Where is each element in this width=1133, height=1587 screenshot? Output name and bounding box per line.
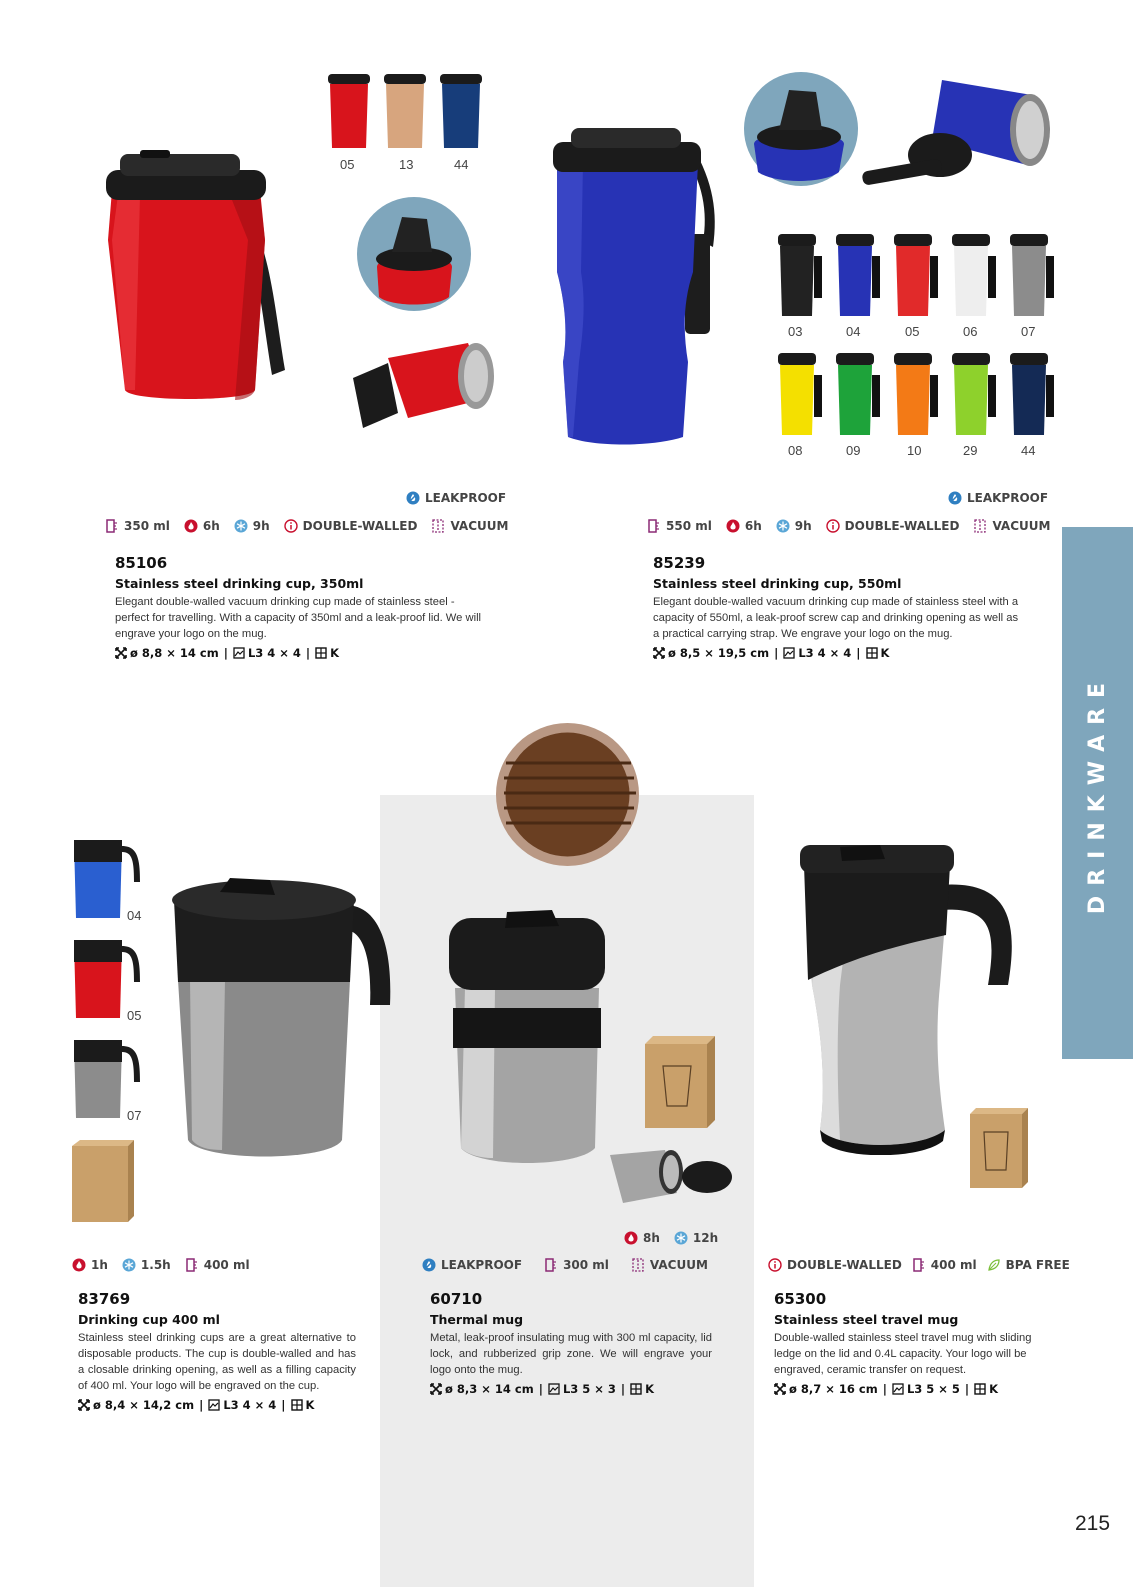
capacity-icon bbox=[544, 1258, 558, 1272]
hot-icon bbox=[72, 1258, 86, 1272]
print-icon bbox=[233, 647, 245, 659]
color-variants-85106 bbox=[326, 72, 486, 154]
leakproof-icon bbox=[406, 491, 420, 505]
feature-leakproof: LEAKPROOF bbox=[948, 491, 1048, 505]
product-info-65300 bbox=[774, 1290, 1060, 1396]
cold-icon bbox=[674, 1231, 688, 1245]
product-description: Elegant double-walled vacuum drinking cup made of stainless steel with a capacity of 550ml, a leak-proof screw cap and drinking opening as well as a practical carrying strap. We engrave your logo on the mug. bbox=[653, 596, 1019, 640]
product-image-85239 bbox=[553, 122, 733, 447]
wood-lid-detail-image bbox=[496, 723, 639, 866]
color-code: 07 bbox=[1021, 324, 1036, 339]
cold-icon bbox=[234, 519, 248, 533]
product-specs: ø 8,4 × 14,2 cm | L3 4 × 4 | K bbox=[78, 1398, 356, 1412]
print-icon bbox=[783, 647, 795, 659]
box-icon bbox=[866, 647, 878, 659]
color-code: 03 bbox=[788, 324, 803, 339]
box-icon bbox=[291, 1399, 303, 1411]
section-sidebar bbox=[1062, 527, 1133, 1059]
color-code: 44 bbox=[454, 157, 469, 172]
color-code: 04 bbox=[846, 324, 861, 339]
feature-row: 550 ml 6h 9h DOUBLE-WALLED VACUUM bbox=[647, 519, 1050, 533]
color-code: 06 bbox=[963, 324, 978, 339]
product-code: 85106 bbox=[115, 554, 168, 572]
product-specs: ø 8,7 × 16 cm | L3 5 × 5 | K bbox=[774, 1382, 1060, 1396]
detail-lid-image bbox=[357, 197, 471, 311]
product-info-85106 bbox=[115, 554, 483, 660]
feature-row: LEAKPROOF 300 ml VACUUM bbox=[422, 1258, 708, 1272]
cold-icon bbox=[122, 1258, 136, 1272]
color-variants-83769 bbox=[72, 838, 144, 1123]
product-title: Thermal mug bbox=[430, 1312, 524, 1327]
color-code: 07 bbox=[127, 1108, 142, 1123]
leakproof-icon bbox=[422, 1258, 436, 1272]
size-icon bbox=[653, 647, 665, 659]
size-icon bbox=[115, 647, 127, 659]
color-code: 09 bbox=[846, 443, 861, 458]
size-icon bbox=[774, 1383, 786, 1395]
product-specs: ø 8,8 × 14 cm | L3 4 × 4 | K bbox=[115, 646, 483, 660]
color-code: 44 bbox=[1021, 443, 1036, 458]
leakproof-icon bbox=[948, 491, 962, 505]
product-image-83769 bbox=[170, 870, 395, 1170]
print-icon bbox=[548, 1383, 560, 1395]
product-title: Drinking cup 400 ml bbox=[78, 1312, 220, 1327]
hot-icon bbox=[726, 519, 740, 533]
open-cup-image bbox=[605, 1145, 735, 1207]
product-description: Stainless steel drinking cups are a great alternative to disposable products. The cup is double-walled and has a closable drinking opening, as well as a filling capacity of 400 ml. Your logo will be engraved on the cup. bbox=[78, 1332, 356, 1392]
feature-row: DOUBLE-WALLED 400 ml BPA FREE bbox=[768, 1258, 1070, 1272]
detail-lid-image bbox=[744, 72, 858, 186]
vacuum-icon bbox=[973, 519, 987, 533]
product-info-83769 bbox=[78, 1290, 356, 1412]
feature-leakproof: LEAKPROOF bbox=[406, 491, 506, 505]
product-title: Stainless steel drinking cup, 550ml bbox=[653, 576, 902, 591]
hot-icon bbox=[624, 1231, 638, 1245]
product-info-85239 bbox=[653, 554, 1021, 660]
product-code: 85239 bbox=[653, 554, 706, 572]
open-cup-image bbox=[862, 70, 1062, 200]
product-image-85106 bbox=[100, 150, 300, 410]
box-icon bbox=[974, 1383, 986, 1395]
info-icon bbox=[284, 519, 298, 533]
section-label: DRINKWARE bbox=[1085, 672, 1110, 914]
product-image-60710 bbox=[447, 908, 607, 1168]
color-variants-85239-row1 bbox=[776, 232, 1066, 320]
color-code: 13 bbox=[399, 157, 414, 172]
gift-box-image bbox=[970, 1108, 1028, 1188]
hot-icon bbox=[184, 519, 198, 533]
color-code: 05 bbox=[127, 1008, 142, 1023]
bpa-free-icon bbox=[987, 1258, 1001, 1272]
page-number: 215 bbox=[1075, 1512, 1111, 1535]
box-icon bbox=[315, 647, 327, 659]
product-code: 83769 bbox=[78, 1290, 131, 1308]
size-icon bbox=[78, 1399, 90, 1411]
product-code: 65300 bbox=[774, 1290, 827, 1308]
feature-row: 8h 12h bbox=[624, 1231, 718, 1245]
open-cup-image bbox=[348, 338, 498, 433]
print-icon bbox=[892, 1383, 904, 1395]
capacity-icon bbox=[647, 519, 661, 533]
product-code: 60710 bbox=[430, 1290, 483, 1308]
print-icon bbox=[208, 1399, 220, 1411]
product-info-60710 bbox=[430, 1290, 712, 1396]
capacity-icon bbox=[105, 519, 119, 533]
feature-row: 1h 1.5h 400 ml bbox=[72, 1258, 250, 1272]
product-specs: ø 8,5 × 19,5 cm | L3 4 × 4 | K bbox=[653, 646, 1021, 660]
color-code: 10 bbox=[907, 443, 922, 458]
info-icon bbox=[768, 1258, 782, 1272]
color-code: 05 bbox=[340, 157, 355, 172]
capacity-icon bbox=[912, 1258, 926, 1272]
size-icon bbox=[430, 1383, 442, 1395]
box-icon bbox=[630, 1383, 642, 1395]
product-specs: ø 8,3 × 14 cm | L3 5 × 3 | K bbox=[430, 1382, 712, 1396]
product-title: Stainless steel drinking cup, 350ml bbox=[115, 576, 364, 591]
product-description: Metal, leak-proof insulating mug with 300 ml capacity, lid lock, and rubberized grip zone. We will engrave your logo onto the mug. bbox=[430, 1332, 712, 1376]
info-icon bbox=[826, 519, 840, 533]
product-title: Stainless steel travel mug bbox=[774, 1312, 959, 1327]
color-variants-85239-row2 bbox=[776, 351, 1066, 439]
capacity-icon bbox=[185, 1258, 199, 1272]
vacuum-icon bbox=[631, 1258, 645, 1272]
color-code: 08 bbox=[788, 443, 803, 458]
gift-box-image bbox=[645, 1036, 715, 1128]
product-description: Double-walled stainless steel travel mug with sliding ledge on the lid and 0.4L capacity. Your logo will be engraved, ceramic transfer on request. bbox=[774, 1332, 1032, 1376]
product-description: Elegant double-walled vacuum drinking cup made of stainless steel - perfect for travelling. With a capacity of 350ml and a leak-proof lid. We will engrave your logo on the mug. bbox=[115, 596, 482, 640]
feature-row: 350 ml 6h 9h DOUBLE-WALLED VACUUM bbox=[105, 519, 508, 533]
color-code: 29 bbox=[963, 443, 978, 458]
gift-box-image bbox=[72, 1140, 134, 1222]
vacuum-icon bbox=[431, 519, 445, 533]
cold-icon bbox=[776, 519, 790, 533]
color-code: 04 bbox=[127, 908, 142, 923]
color-code: 05 bbox=[905, 324, 920, 339]
